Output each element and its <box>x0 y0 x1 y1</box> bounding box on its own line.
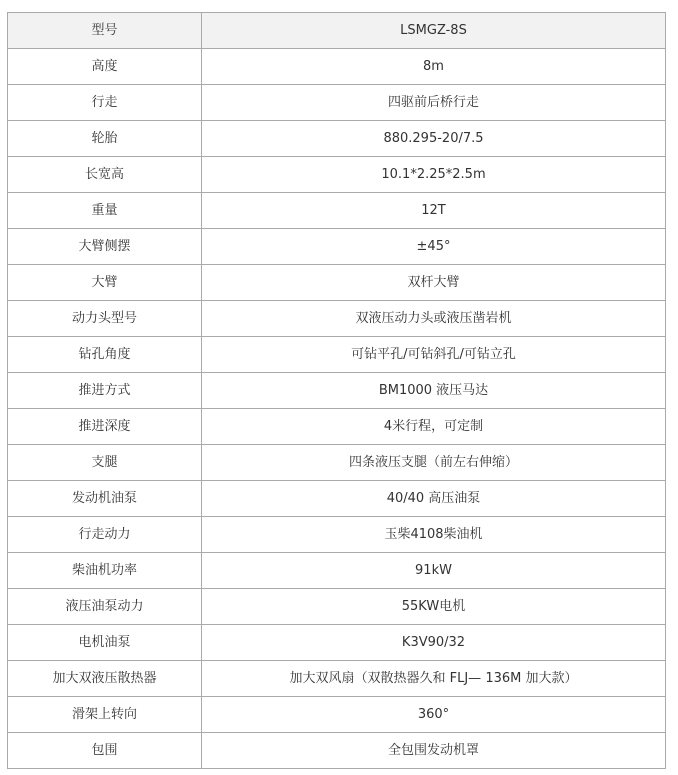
table-row-header <box>8 13 666 49</box>
row-value: 四驱前后桥行走 <box>202 85 666 121</box>
row-label: 动力头型号 <box>8 301 202 337</box>
table-row <box>8 589 666 625</box>
row-label: 重量 <box>8 193 202 229</box>
table-row <box>8 517 666 553</box>
row-label: 大臂 <box>8 265 202 301</box>
row-value: 40/40 高压油泵 <box>202 481 666 517</box>
row-label: 推进深度 <box>8 409 202 445</box>
table-row <box>8 193 666 229</box>
row-value: 880.295-20/7.5 <box>202 121 666 157</box>
table-row <box>8 301 666 337</box>
row-label: 高度 <box>8 49 202 85</box>
table-row <box>8 121 666 157</box>
row-value: 12T <box>202 193 666 229</box>
row-value: 四条液压支腿（前左右伸缩） <box>202 445 666 481</box>
table-row <box>8 625 666 661</box>
table-row <box>8 265 666 301</box>
row-label: 轮胎 <box>8 121 202 157</box>
table-row <box>8 409 666 445</box>
spec-table <box>7 12 666 769</box>
row-value: 8m <box>202 49 666 85</box>
row-value: ±45° <box>202 229 666 265</box>
row-label: 加大双液压散热器 <box>8 661 202 697</box>
table-row <box>8 733 666 769</box>
row-value: 双杆大臂 <box>202 265 666 301</box>
row-label: 液压油泵动力 <box>8 589 202 625</box>
row-label: 大臂侧摆 <box>8 229 202 265</box>
row-value: 91kW <box>202 553 666 589</box>
table-row <box>8 697 666 733</box>
row-label: 支腿 <box>8 445 202 481</box>
row-value: 全包围发动机罩 <box>202 733 666 769</box>
row-value: LSMGZ-8S <box>202 13 666 49</box>
row-label: 长宽高 <box>8 157 202 193</box>
table-row <box>8 157 666 193</box>
row-label: 行走 <box>8 85 202 121</box>
row-value: K3V90/32 <box>202 625 666 661</box>
table-row <box>8 85 666 121</box>
row-label: 发动机油泵 <box>8 481 202 517</box>
row-label: 型号 <box>8 13 202 49</box>
row-value: 玉柴4108柴油机 <box>202 517 666 553</box>
row-value: 加大双风扇（双散热器久和 FLJ— 136M 加大款） <box>202 661 666 697</box>
row-label: 滑架上转向 <box>8 697 202 733</box>
table-row <box>8 481 666 517</box>
row-label: 包围 <box>8 733 202 769</box>
row-value: 10.1*2.25*2.5m <box>202 157 666 193</box>
row-label: 推进方式 <box>8 373 202 409</box>
table-row <box>8 445 666 481</box>
table-row <box>8 49 666 85</box>
table-row <box>8 337 666 373</box>
row-label: 电机油泵 <box>8 625 202 661</box>
row-value: 360° <box>202 697 666 733</box>
row-value: 4米行程，可定制 <box>202 409 666 445</box>
table-row <box>8 373 666 409</box>
row-label: 行走动力 <box>8 517 202 553</box>
spec-table-body <box>8 13 666 769</box>
table-row <box>8 661 666 697</box>
row-value: BM1000 液压马达 <box>202 373 666 409</box>
table-row <box>8 229 666 265</box>
row-value: 双液压动力头或液压凿岩机 <box>202 301 666 337</box>
row-value: 55KW电机 <box>202 589 666 625</box>
row-value: 可钻平孔/可钻斜孔/可钻立孔 <box>202 337 666 373</box>
table-row <box>8 553 666 589</box>
row-label: 钻孔角度 <box>8 337 202 373</box>
row-label: 柴油机功率 <box>8 553 202 589</box>
